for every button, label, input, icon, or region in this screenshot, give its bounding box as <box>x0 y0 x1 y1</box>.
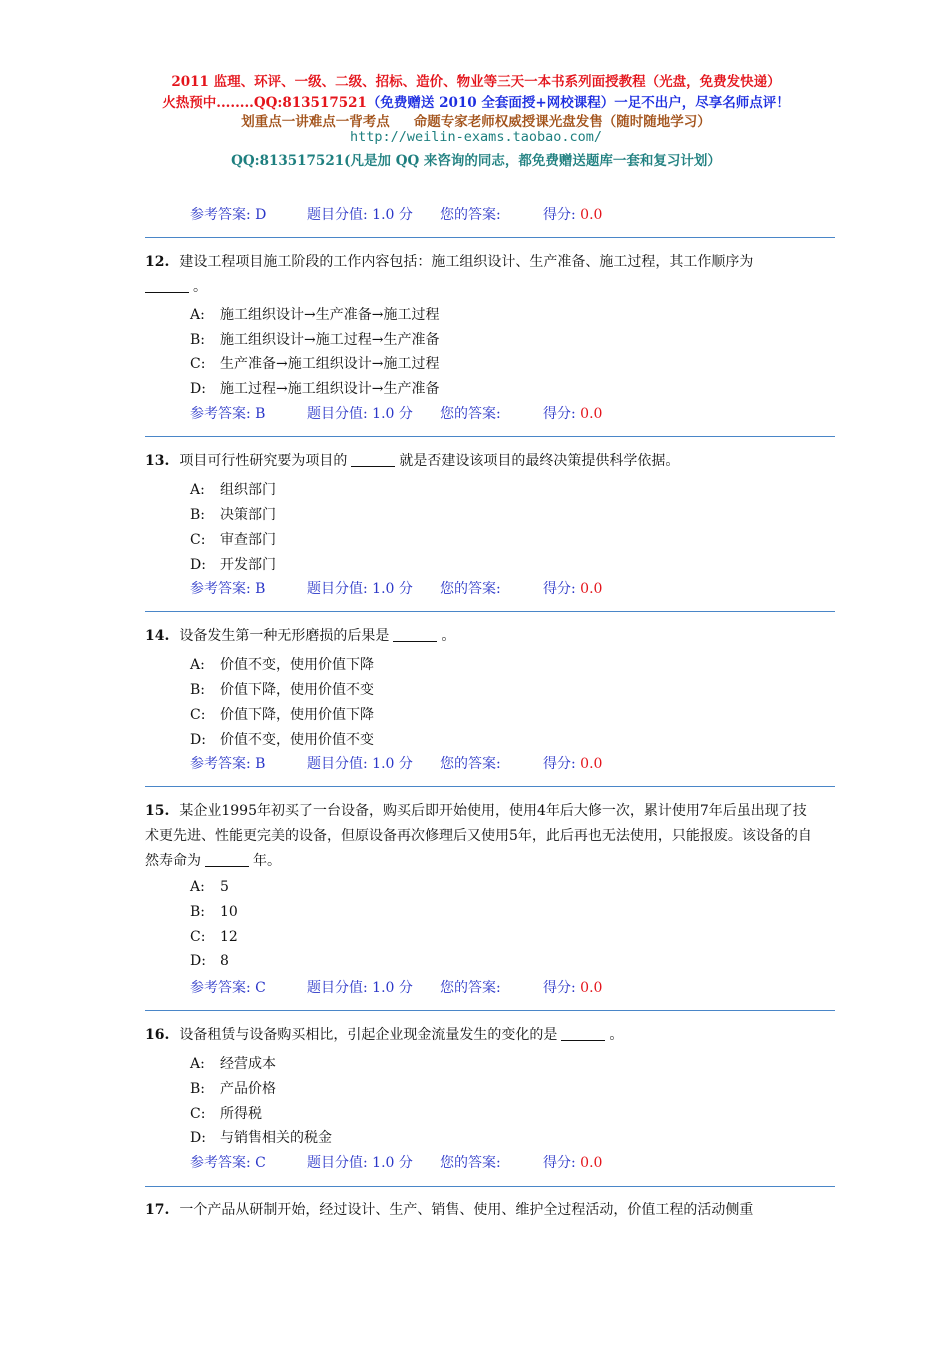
your-answer: 您的答案: <box>440 406 501 422</box>
option-d[interactable]: D: 施工过程→施工组织设计→生产准备 <box>190 381 440 397</box>
your-answer: 您的答案: <box>440 581 501 597</box>
answer-blank <box>205 852 249 867</box>
divider <box>145 1186 835 1187</box>
promo-line-2-blue: （免费赠送 2010 全套面授+网校课程）一足不出户，尽享名师点评！ <box>366 95 790 111</box>
ref-answer: 参考答案: D <box>190 207 267 223</box>
question-text-end: 就是否建设该项目的最终决策提供科学依据。 <box>399 453 680 469</box>
promo-line-3 <box>0 110 952 130</box>
score-value: 题目分值: 1.0 分 <box>307 1155 413 1171</box>
answer-blank <box>561 1026 605 1041</box>
answer-blank <box>393 627 437 642</box>
option-d[interactable]: D: 与销售相关的税金 <box>190 1130 332 1146</box>
question-number: 12. <box>145 254 170 270</box>
option-c[interactable]: C: 生产准备→施工组织设计→施工过程 <box>190 356 440 372</box>
option-b[interactable]: B: 产品价格 <box>190 1081 276 1097</box>
option-a[interactable]: A: 经营成本 <box>190 1056 276 1072</box>
question-number: 15. <box>145 803 170 819</box>
your-answer: 您的答案: <box>440 1155 501 1171</box>
divider <box>145 1010 835 1011</box>
question-17 <box>145 1198 835 1223</box>
question-text: 项目可行性研究要为项目的 <box>179 453 348 469</box>
shop-url-link[interactable]: http://weilin-exams.taobao.com/ <box>350 129 602 145</box>
question-16 <box>145 1023 835 1048</box>
promo-line-1: 2011 监理、环评、一级、二级、招标、造价、物业等三天一本书系列面授教程（光盘，免费发快递） <box>171 74 781 90</box>
option-b[interactable]: B: 价值下降，使用价值不变 <box>190 682 374 698</box>
option-a[interactable]: A: 5 <box>190 879 229 895</box>
question-text-end: 年。 <box>253 853 281 869</box>
score: 得分: 0.0 <box>543 756 603 772</box>
score: 得分: 0.0 <box>543 406 603 422</box>
question-15 <box>145 799 815 874</box>
option-c[interactable]: C: 审查部门 <box>190 532 276 548</box>
score-value: 题目分值: 1.0 分 <box>307 756 413 772</box>
question-text: 某企业1995年初买了一台设备，购买后即开始使用，使用4年后大修一次，累计使用7年后虽出现了技术更先进、性能更完美的设备，但原设备再次修理后又使用5年，此后再也无法使用，只能报废。该设备的自然寿命为 <box>145 803 812 869</box>
question-text: 一个产品从研制开始，经过设计、生产、销售、使用、维护全过程活动，价值工程的活动侧重 <box>179 1202 754 1218</box>
option-c[interactable]: C: 所得税 <box>190 1106 262 1122</box>
score: 得分: 0.0 <box>543 581 603 597</box>
your-answer: 您的答案: <box>440 756 501 772</box>
option-a[interactable]: A: 施工组织设计→生产准备→施工过程 <box>190 307 440 323</box>
score: 得分: 0.0 <box>543 980 603 996</box>
question-text: 建设工程项目施工阶段的工作内容包括：施工组织设计、生产准备、施工过程，其工作顺序为 <box>179 254 754 270</box>
promo-line-3b: 命题专家老师权威授课光盘发售（随时随地学习） <box>413 114 711 130</box>
ref-answer: 参考答案: B <box>190 581 266 597</box>
option-c[interactable]: C: 12 <box>190 929 238 945</box>
question-12 <box>145 250 835 300</box>
question-number: 14. <box>145 628 170 644</box>
ref-answer: 参考答案: B <box>190 756 266 772</box>
question-text-end: 。 <box>193 279 207 295</box>
score-value: 题目分值: 1.0 分 <box>307 980 413 996</box>
question-number: 17. <box>145 1202 170 1218</box>
promo-line-2-red: 火热预中........QQ:813517521 <box>162 95 367 111</box>
option-c[interactable]: C: 价值下降，使用价值下降 <box>190 707 374 723</box>
divider <box>145 436 835 437</box>
question-text: 设备租赁与设备购买相比，引起企业现金流量发生的变化的是 <box>179 1027 558 1043</box>
question-number: 16. <box>145 1027 170 1043</box>
ref-answer: 参考答案: C <box>190 1155 266 1171</box>
question-14 <box>145 624 835 649</box>
score: 得分: 0.0 <box>543 207 603 223</box>
option-a[interactable]: A: 组织部门 <box>190 482 276 498</box>
divider <box>145 611 835 612</box>
score: 得分: 0.0 <box>543 1155 603 1171</box>
answer-blank <box>145 278 189 293</box>
score-value: 题目分值: 1.0 分 <box>307 581 413 597</box>
question-13 <box>145 449 835 474</box>
option-d[interactable]: D: 8 <box>190 953 229 969</box>
ref-answer: 参考答案: C <box>190 980 266 996</box>
option-d[interactable]: D: 价值不变，使用价值不变 <box>190 732 374 748</box>
question-text-end: 。 <box>609 1027 624 1043</box>
score-value: 题目分值: 1.0 分 <box>307 406 413 422</box>
divider <box>145 237 835 238</box>
option-d[interactable]: D: 开发部门 <box>190 557 276 573</box>
promo-line-3a: 划重点一讲难点一背考点 <box>241 114 390 130</box>
question-text-end: 。 <box>441 628 456 644</box>
divider <box>145 786 835 787</box>
question-number: 13. <box>145 453 170 469</box>
promo-line-2 <box>0 91 952 111</box>
score-value: 题目分值: 1.0 分 <box>307 207 413 223</box>
ref-answer: 参考答案: B <box>190 406 266 422</box>
question-text: 设备发生第一种无形磨损的后果是 <box>179 628 390 644</box>
your-answer: 您的答案: <box>440 980 501 996</box>
option-b[interactable]: B: 决策部门 <box>190 507 276 523</box>
promo-line-5: QQ:813517521(凡是加 QQ 来咨询的同志，都免费赠送题库一套和复习计划） <box>231 153 721 169</box>
option-b[interactable]: B: 施工组织设计→施工过程→生产准备 <box>190 332 440 348</box>
option-b[interactable]: B: 10 <box>190 904 238 920</box>
answer-blank <box>351 452 395 467</box>
your-answer: 您的答案: <box>440 207 501 223</box>
option-a[interactable]: A: 价值不变，使用价值下降 <box>190 657 374 673</box>
